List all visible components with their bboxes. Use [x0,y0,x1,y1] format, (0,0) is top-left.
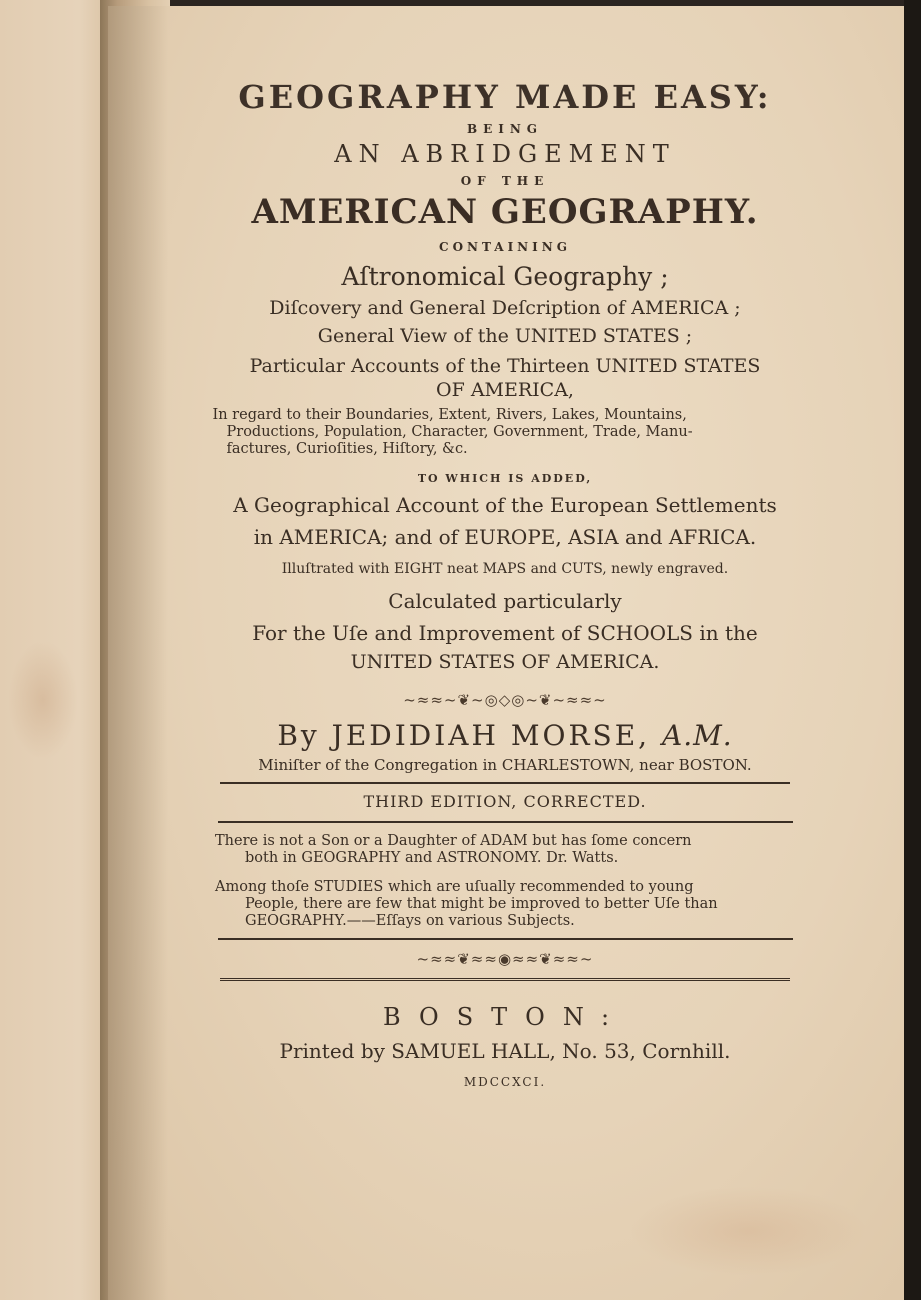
place-of-publication: BOSTON: [382,1003,628,1031]
printer-line: Printed by SAMUEL HALL, No. 53, Cornhill. [279,1039,731,1063]
use-line-2: UNITED STATES OF AMERICA. [350,651,660,673]
rule-1 [220,782,790,784]
regard-paragraph [213,407,798,458]
edition-line: THIRD EDITION, CORRECTED. [363,792,647,811]
author-role: Miniſter of the Congregation in CHARLESTOWN, near BOSTON. [258,756,752,774]
contents-line-5: OF AMERICA, [436,379,574,401]
illustrated-line: Illuſtrated with EIGHT neat MAPS and CUTS, newly engraved. [281,561,729,577]
contents-line-3: General View of the UNITED STATES ; [317,325,693,347]
publication-date: MDCCXCI. [463,1075,547,1089]
regard-line-1: In regard to their Boundaries, Extent, Rivers, Lakes, Mountains, [212,407,687,423]
quote-2-line-3: GEOGRAPHY.——Eſſays on various Subjects. [245,913,575,929]
right-shadow-edge [904,0,921,1300]
main-title: GEOGRAPHY MADE EASY: [238,78,772,116]
rule-2 [218,821,793,823]
of-the-label: OF THE [460,174,550,188]
author-degree: A.M. [661,719,733,752]
quote-1-line-1: There is not a Son or a Daughter of ADAM but has ſome concern [215,833,692,849]
rule-4-double [220,978,790,981]
regard-line-2: Productions, Population, Character, Government, Trade, Manu- [226,424,693,440]
calculated-line: Calculated particularly [388,589,622,613]
being-label: BEING [466,122,544,136]
account-line-2: in AMERICA; and of EUROPE, ASIA and AFRICA. [253,525,757,549]
to-which-is-added: TO WHICH IS ADDED, [417,472,593,485]
contents-line-1: Aſtronomical Geography ; [341,262,669,291]
subtitle-american-geography: AMERICAN GEOGRAPHY. [251,192,759,232]
regard-line-3: factures, Curioſities, Hiſtory, &c. [226,441,468,457]
ornament-divider-2: ~≈≈❦≈≈◉≈≈❦≈≈~ [416,950,594,968]
containing-label: CONTAINING [439,240,571,254]
account-line-1: A Geographical Account of the European Settlements [233,493,777,517]
use-line-1: For the Uſe and Improvement of SCHOOLS in the [252,621,758,645]
contents-line-4: Particular Accounts of the Thirteen UNITED STATES [249,355,761,377]
ornament-divider-1: ~≈≈~❦~◎◇◎~❦~≈≈~ [403,691,607,709]
quote-watts [215,833,795,867]
rule-3 [218,938,793,940]
quote-2-line-1: Among thoſe STUDIES which are uſually recommended to young [215,879,694,895]
quote-1-line-2: both in GEOGRAPHY and ASTRONOMY. Dr. Watts. [245,850,619,866]
quote-2-line-2: People, there are few that might be improved to better Uſe than [245,896,718,912]
contents-line-2: Diſcovery and General Deſcription of AMERICA ; [269,297,741,319]
quote-essays [215,879,795,930]
author-name: By JEDIDIAH MORSE, [277,719,651,752]
title-page-text [205,78,805,1089]
subtitle-abridgement: AN ABRIDGEMENT [334,140,676,168]
author-line [205,719,805,752]
